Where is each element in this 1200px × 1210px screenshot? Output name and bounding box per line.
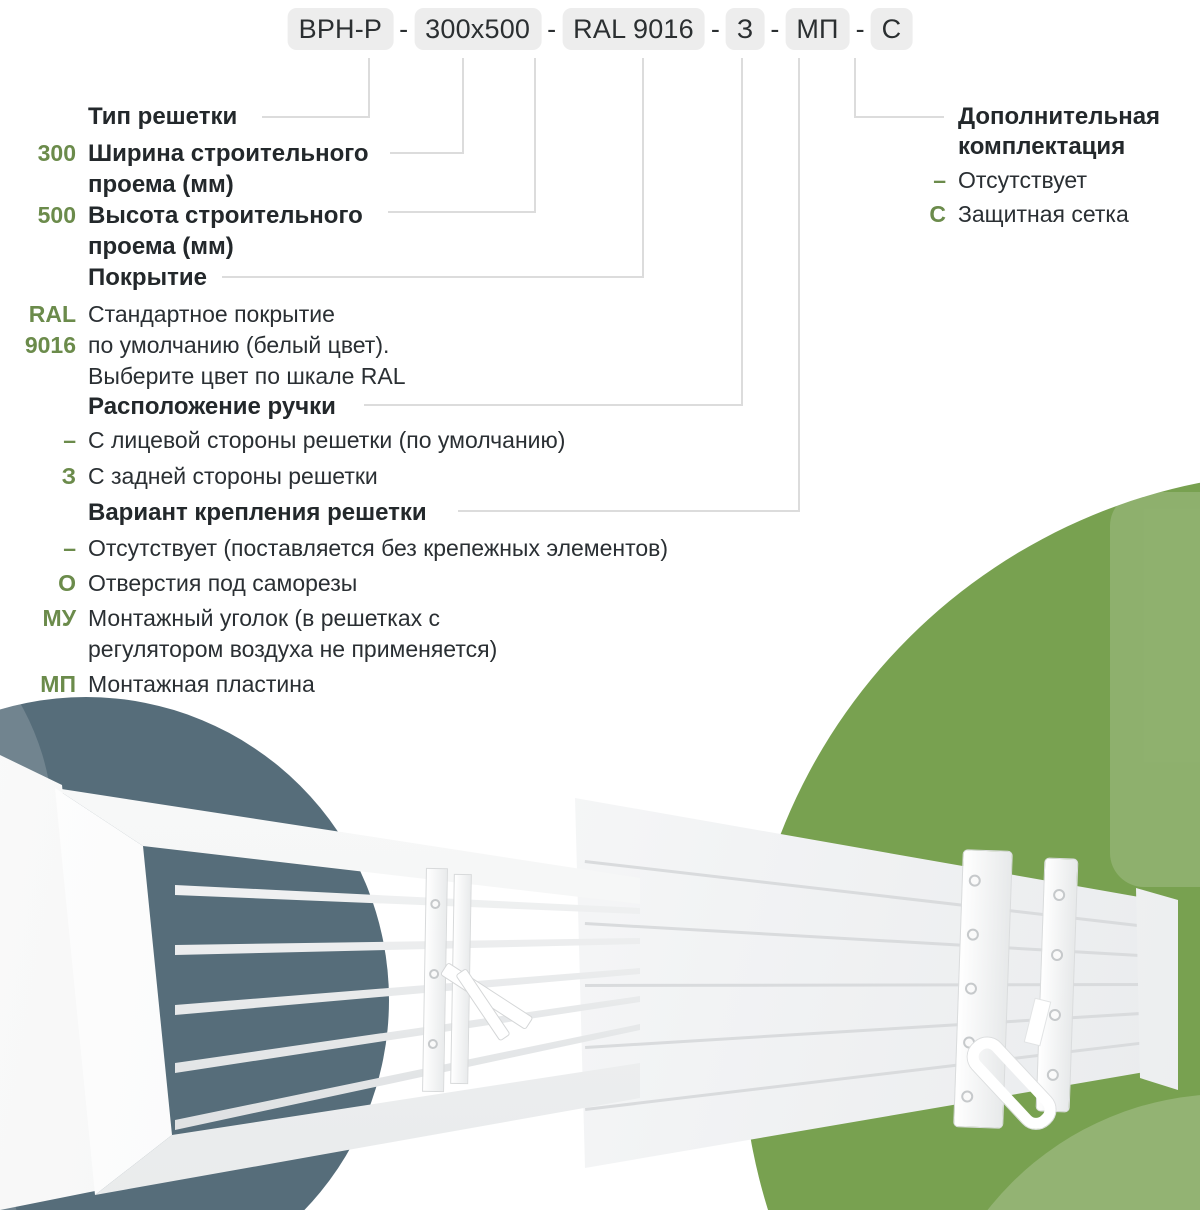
code-mount-plate: МП — [40, 671, 76, 697]
label-mount-corner-line1: Монтажный уголок (в решетках с — [88, 605, 441, 631]
green-light-band — [1110, 492, 1200, 887]
code-width-value: 300 — [37, 140, 76, 166]
connector-type-horizontal — [262, 116, 370, 118]
code-segment-size — [414, 8, 541, 50]
screw-icon — [430, 899, 440, 909]
code-segment-extra — [871, 8, 913, 50]
label-coating-line1: Стандартное покрытие — [88, 301, 335, 327]
screw-icon — [1051, 949, 1063, 961]
code-mount-corner: МУ — [42, 605, 76, 631]
connector-handle-vertical — [741, 58, 743, 406]
connector-coating-horizontal — [222, 276, 644, 278]
connector-mount-horizontal — [458, 510, 800, 512]
code-handle-default: – — [63, 427, 76, 453]
connector-width-horizontal — [390, 152, 464, 154]
screw-icon — [967, 928, 979, 940]
code-handle-back: З — [61, 463, 76, 489]
header-extra-line1: Дополнительная — [958, 103, 1161, 130]
connector-height-vertical — [534, 58, 536, 213]
damper-hinge-strip — [422, 868, 448, 1092]
screw-icon — [428, 1039, 438, 1049]
code-segment-size-label: 300х500 — [425, 13, 531, 44]
code-segment-extra-label: С — [881, 13, 902, 44]
code-coating-9016: 9016 — [24, 332, 76, 358]
header-coating: Покрытие — [88, 264, 207, 291]
screw-icon — [1047, 1069, 1059, 1081]
code-separator: - — [399, 13, 409, 44]
connector-handle-horizontal — [364, 404, 743, 406]
code-separator: - — [710, 13, 720, 44]
product-code-line — [288, 8, 913, 50]
label-mount-corner-line2: регулятором воздуха не применяется) — [88, 636, 498, 662]
code-extra-none: – — [933, 167, 946, 193]
code-segment-mount-label: МП — [796, 13, 839, 44]
code-separator: - — [547, 13, 557, 44]
code-separator: - — [770, 13, 780, 44]
header-handle-position: Расположение ручки — [88, 393, 336, 420]
label-extra-mesh: Защитная сетка — [958, 201, 1129, 227]
label-width-line2: проема (мм) — [88, 171, 234, 198]
code-extra-mesh: С — [929, 201, 946, 227]
code-segment-mount — [785, 8, 849, 50]
screw-icon — [1053, 889, 1065, 901]
label-mount-none: Отсутствует (поставляется без крепежных элементов) — [88, 535, 669, 561]
connector-mount-vertical — [798, 58, 800, 512]
label-extra-none: Отсутствует — [958, 167, 1087, 193]
label-mount-plate: Монтажная пластина — [88, 671, 315, 697]
header-grille-type: Тип решетки — [88, 103, 238, 130]
connector-type-vertical — [368, 58, 370, 118]
code-separator: - — [855, 13, 865, 44]
label-coating-line3: Выберите цвет по шкале RAL — [88, 363, 406, 389]
label-coating-line2: по умолчанию (белый цвет). — [88, 332, 390, 358]
connector-extra-vertical — [854, 58, 856, 118]
code-height-value: 500 — [37, 202, 76, 228]
screw-icon — [1049, 1009, 1061, 1021]
code-segment-coating-label: RAL 9016 — [573, 13, 694, 44]
code-segment-handle — [726, 8, 765, 50]
connector-extra-horizontal — [854, 116, 944, 118]
code-segment-type — [288, 8, 394, 50]
code-segment-coating — [562, 8, 705, 50]
code-mount-holes: О — [58, 570, 76, 596]
code-mount-none: – — [63, 535, 76, 561]
header-extra-line2: комплектация — [958, 133, 1126, 160]
label-handle-default: С лицевой стороны решетки (по умолчанию) — [88, 427, 566, 453]
label-height-line1: Высота строительного — [88, 202, 363, 229]
label-height-line2: проема (мм) — [88, 233, 234, 260]
connector-height-horizontal — [388, 211, 536, 213]
code-coating-ral: RAL — [28, 301, 76, 327]
code-segment-type-label: ВРН-Р — [298, 13, 383, 44]
screw-icon — [429, 969, 439, 979]
label-width-line1: Ширина строительного — [88, 140, 369, 167]
header-mount-variant: Вариант крепления решетки — [88, 499, 427, 526]
screw-icon — [965, 982, 977, 994]
label-handle-back: С задней стороны решетки — [88, 463, 378, 489]
screw-icon — [969, 874, 981, 886]
connector-width-vertical — [462, 58, 464, 154]
screw-icon — [961, 1090, 973, 1102]
label-mount-holes: Отверстия под саморезы — [88, 570, 358, 596]
code-segment-handle-label: З — [736, 13, 754, 44]
connector-coating-vertical — [642, 58, 644, 278]
